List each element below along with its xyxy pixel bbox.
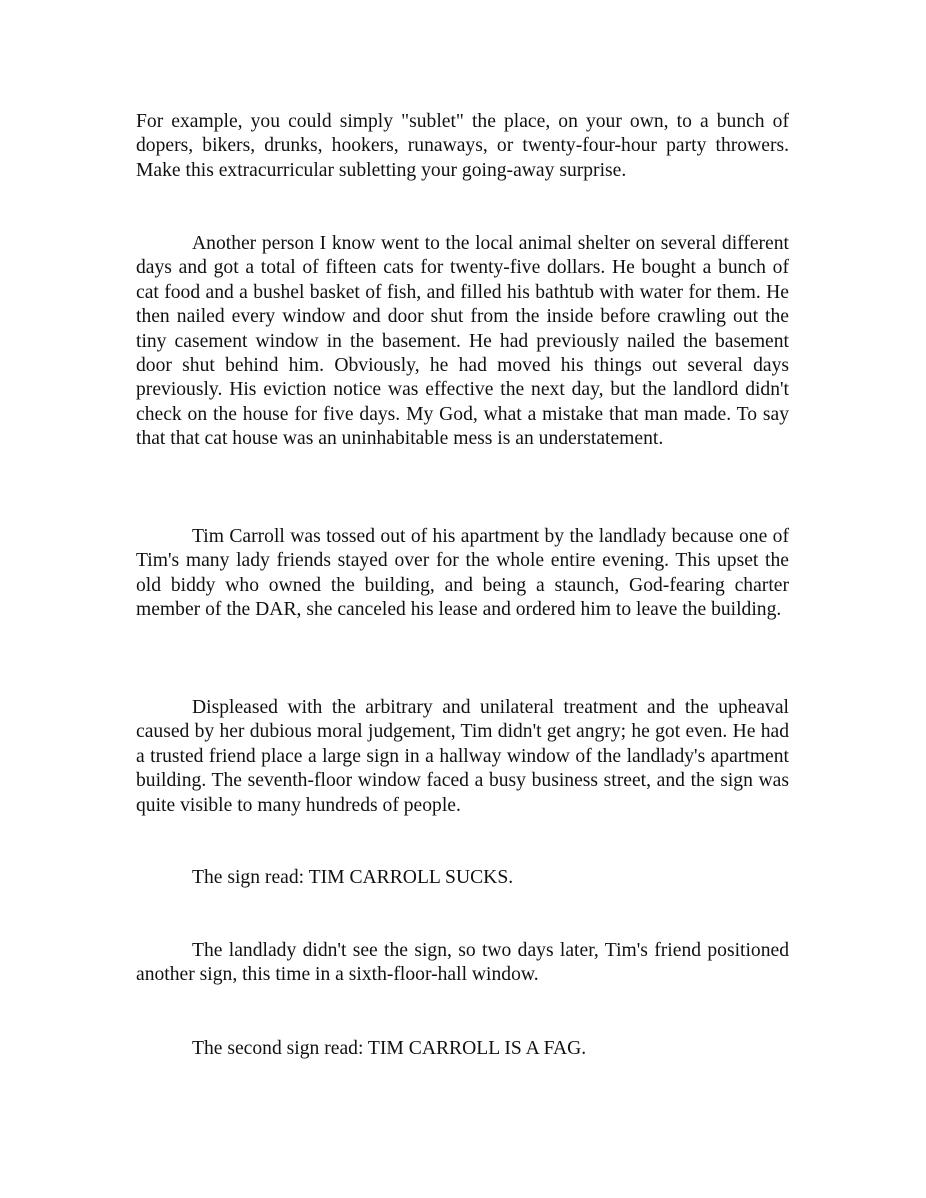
paragraph-sublet-example: For example, you could simply "sublet" the place, on your own, to a bunch of dopers, bikers, drunks, hookers, runaways, or twenty-four-hour party throwers. Make this extracurricular subletting your going-away surprise. (136, 111, 789, 181)
paragraph-first-sign: The sign read: TIM CARROLL SUCKS. (192, 867, 514, 888)
paragraph-second-sign: The second sign read: TIM CARROLL IS A FAG. (192, 1038, 587, 1059)
paragraph-cats-story: Another person I know went to the local animal shelter on several different days and got a total of fifteen cats for twenty-five dollars. He bought a bunch of cat food and a bushel basket of fish, and filled his bathtub with water for them. He then nailed every window and door shut from the inside before crawling out the tiny casement window in the basement. He had previously nailed the basement door shut behind him. Obviously, he had moved his things out several days previously. His eviction notice was effective the next day, but the landlord didn't check on the house for five days. My God, what a mistake that man made. To say that that cat house was an uninhabitable mess is an understatement. (136, 233, 789, 450)
paragraph-second-sign-placement: The landlady didn't see the sign, so two days later, Tim's friend positioned another sign, this time in a sixth-floor-hall window. (136, 940, 789, 986)
paragraph-tim-carroll-eviction: Tim Carroll was tossed out of his apartment by the landlady because one of Tim's many lady friends stayed over for the whole entire evening. This upset the old biddy who owned the building, and being a staunch, God-fearing charter member of the DAR, she canceled his lease and ordered him to leave the building. (136, 526, 789, 621)
paragraph-tim-gets-even: Displeased with the arbitrary and unilateral treatment and the upheaval caused by her dubious moral judgement, Tim didn't get angry; he got even. He had a trusted friend place a large sign in a hallway window of the landlady's apartment building. The seventh-floor window faced a busy business street, and the sign was quite visible to many hundreds of people. (136, 697, 789, 816)
